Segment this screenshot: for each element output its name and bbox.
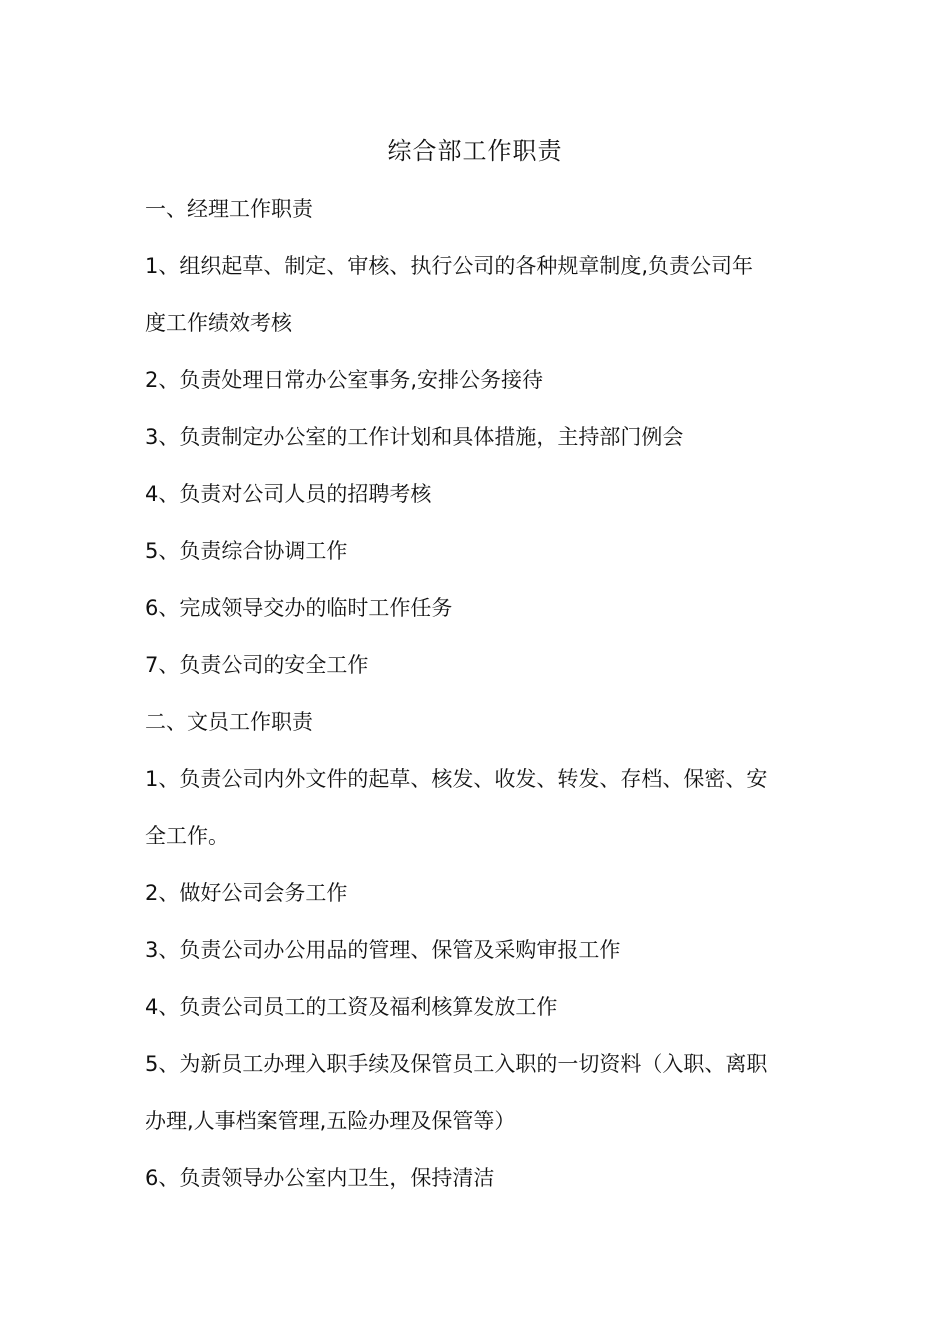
list-item: 6、负责领导办公室内卫生，保持清洁 <box>145 1166 495 1190</box>
list-item: 3、负责公司办公用品的管理、保管及采购审报工作 <box>145 938 621 962</box>
list-item-continuation: 办理,人事档案管理,五险办理及保管等） <box>145 1109 516 1133</box>
list-item: 1、负责公司内外文件的起草、核发、收发、转发、存档、保密、安 <box>145 767 768 791</box>
list-item-continuation: 全工作。 <box>145 824 229 848</box>
list-item: 2、做好公司会务工作 <box>145 881 348 905</box>
list-item: 5、为新员工办理入职手续及保管员工入职的一切资料（入职、离职 <box>145 1052 768 1076</box>
list-item: 7、负责公司的安全工作 <box>145 653 369 677</box>
list-item: 3、负责制定办公室的工作计划和具体措施，主持部门例会 <box>145 425 684 449</box>
section-heading-clerk: 二、文员工作职责 <box>145 710 313 734</box>
list-item-continuation: 度工作绩效考核 <box>145 311 292 335</box>
list-item: 6、完成领导交办的临时工作任务 <box>145 596 453 620</box>
list-item: 4、负责对公司人员的招聘考核 <box>145 482 432 506</box>
list-item: 5、负责综合协调工作 <box>145 539 348 563</box>
list-item: 4、负责公司员工的工资及福利核算发放工作 <box>145 995 558 1019</box>
section-heading-manager: 一、经理工作职责 <box>145 197 313 221</box>
list-item: 2、负责处理日常办公室事务,安排公务接待 <box>145 368 544 392</box>
document-title: 综合部工作职责 <box>387 137 563 165</box>
list-item: 1、组织起草、制定、审核、执行公司的各种规章制度,负责公司年 <box>145 254 754 278</box>
